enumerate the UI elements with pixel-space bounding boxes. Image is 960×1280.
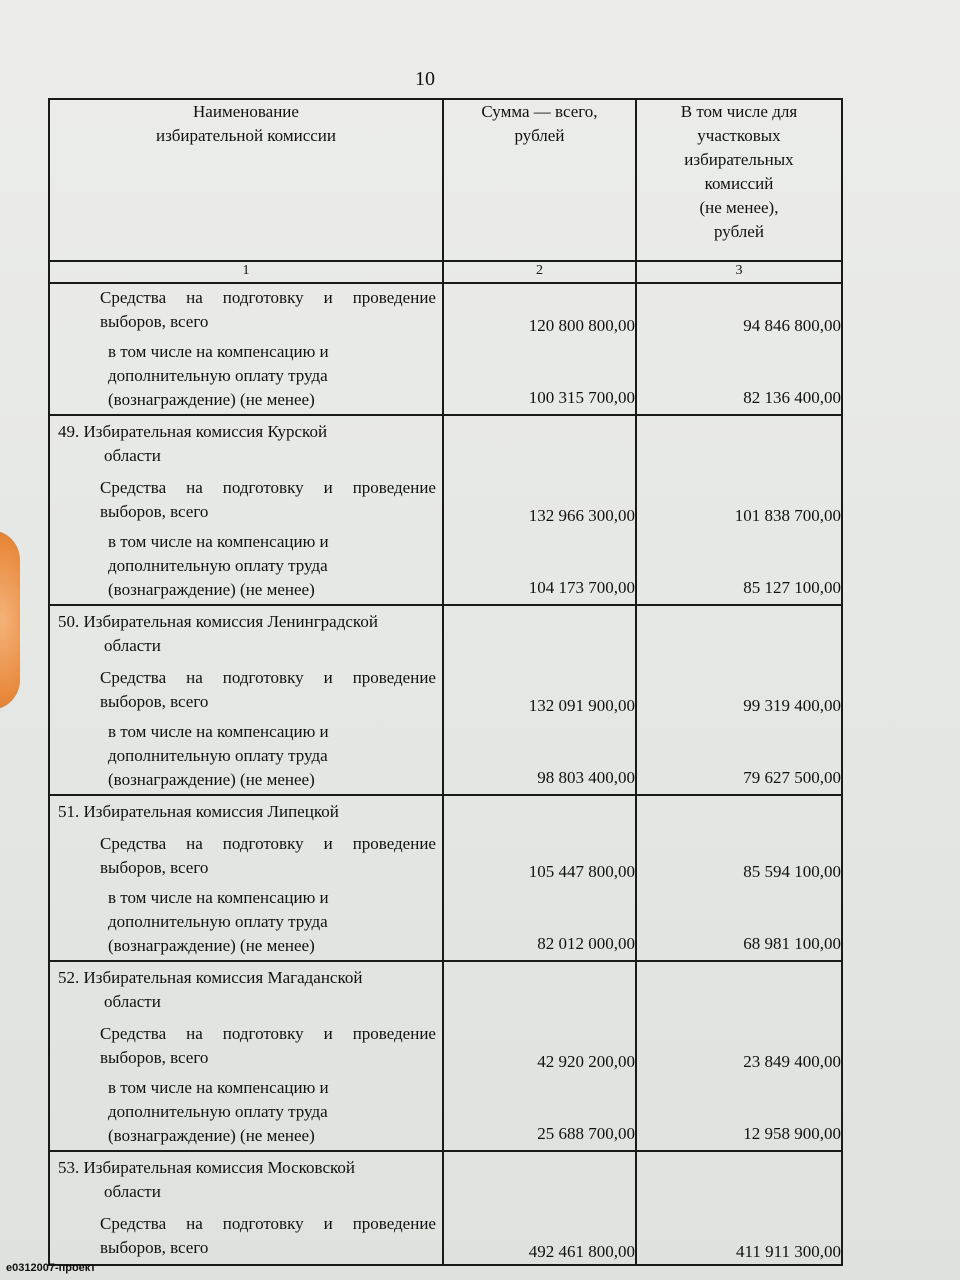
total-value-compensation: 104 173 700,00 <box>528 578 635 597</box>
table-row <box>49 1151 842 1265</box>
precinct-sum-cell <box>636 795 842 961</box>
total-value-compensation: 25 688 700,00 <box>537 1124 635 1143</box>
header-total-sum: Сумма — всего, рублей <box>443 99 636 261</box>
item-total-label: Средства на подготовку и проведение выборов, всего <box>100 1024 436 1067</box>
total-value-all: 105 447 800,00 <box>528 862 635 881</box>
item-total-label: Средства на подготовку и проведение выборов, всего <box>100 478 436 521</box>
commission-cell <box>49 283 443 415</box>
item-compensation-label: в том числе на компенсацию и дополнительную оплату труда (вознаграждение) (не менее) <box>108 342 329 409</box>
table-row <box>49 283 842 415</box>
column-index-1: 1 <box>49 261 443 283</box>
budget-table <box>48 98 843 1266</box>
total-sum-cell <box>443 415 636 605</box>
total-sum-cell <box>443 1151 636 1265</box>
precinct-value-compensation: 85 127 100,00 <box>743 578 841 597</box>
table-row <box>49 605 842 795</box>
total-value-all: 120 800 800,00 <box>528 316 635 335</box>
commission-name: 52. Избирательная комиссия Магаданской области <box>58 968 363 1011</box>
table-row <box>49 795 842 961</box>
commission-name: 51. Избирательная комиссия Липецкой <box>58 802 339 821</box>
item-compensation-label: в том числе на компенсацию и дополнительную оплату труда (вознаграждение) (не менее) <box>108 1078 329 1145</box>
commission-cell <box>49 961 443 1151</box>
column-index-3: 3 <box>636 261 842 283</box>
total-value-all: 132 091 900,00 <box>528 696 635 715</box>
total-value-compensation: 98 803 400,00 <box>537 768 635 787</box>
precinct-value-all: 23 849 400,00 <box>743 1052 841 1071</box>
table-body <box>49 283 842 1265</box>
commission-cell <box>49 795 443 961</box>
commission-name: 53. Избирательная комиссия Московской области <box>58 1158 355 1201</box>
precinct-value-compensation: 82 136 400,00 <box>743 388 841 407</box>
column-index-row <box>49 261 842 283</box>
footer-doc-code: e0312007-проект <box>6 1262 96 1274</box>
item-compensation-label: в том числе на компенсацию и дополнительную оплату труда (вознаграждение) (не менее) <box>108 532 329 599</box>
item-total-label: Средства на подготовку и проведение выборов, всего <box>100 834 436 877</box>
total-sum-cell <box>443 961 636 1151</box>
header-commission-name: Наименование избирательной комиссии <box>49 99 443 261</box>
precinct-value-all: 85 594 100,00 <box>743 862 841 881</box>
finger-edge <box>0 530 20 710</box>
precinct-value-compensation: 79 627 500,00 <box>743 768 841 787</box>
precinct-value-all: 94 846 800,00 <box>743 316 841 335</box>
precinct-sum-cell <box>636 1151 842 1265</box>
total-value-all: 492 461 800,00 <box>528 1242 635 1261</box>
commission-cell <box>49 415 443 605</box>
item-compensation-label: в том числе на компенсацию и дополнительную оплату труда (вознаграждение) (не менее) <box>108 888 329 955</box>
precinct-sum-cell <box>636 605 842 795</box>
total-sum-cell <box>443 605 636 795</box>
table-header-row <box>49 99 842 261</box>
total-value-compensation: 100 315 700,00 <box>528 388 635 407</box>
table-row <box>49 961 842 1151</box>
precinct-sum-cell <box>636 283 842 415</box>
total-value-all: 132 966 300,00 <box>528 506 635 525</box>
precinct-value-compensation: 68 981 100,00 <box>743 934 841 953</box>
precinct-value-all: 99 319 400,00 <box>743 696 841 715</box>
precinct-value-compensation: 12 958 900,00 <box>743 1124 841 1143</box>
item-total-label: Средства на подготовку и проведение выборов, всего <box>100 288 436 331</box>
item-compensation-label: в том числе на компенсацию и дополнительную оплату труда (вознаграждение) (не менее) <box>108 722 329 789</box>
commission-name: 49. Избирательная комиссия Курской области <box>58 422 328 465</box>
total-sum-cell <box>443 795 636 961</box>
item-total-label: Средства на подготовку и проведение выборов, всего <box>100 1214 436 1257</box>
commission-cell <box>49 1151 443 1265</box>
total-sum-cell <box>443 283 636 415</box>
header-precinct-sum: В том числе для участковых избирательных комиссий (не менее), рублей <box>636 99 842 261</box>
column-index-2: 2 <box>443 261 636 283</box>
item-total-label: Средства на подготовку и проведение выборов, всего <box>100 668 436 711</box>
commission-name: 50. Избирательная комиссия Ленинградской области <box>58 612 378 655</box>
precinct-value-all: 411 911 300,00 <box>736 1242 841 1261</box>
total-value-all: 42 920 200,00 <box>537 1052 635 1071</box>
total-value-compensation: 82 012 000,00 <box>537 934 635 953</box>
precinct-sum-cell <box>636 415 842 605</box>
precinct-sum-cell <box>636 961 842 1151</box>
precinct-value-all: 101 838 700,00 <box>734 506 841 525</box>
page-number: 10 <box>415 68 435 90</box>
table-row <box>49 415 842 605</box>
commission-cell <box>49 605 443 795</box>
